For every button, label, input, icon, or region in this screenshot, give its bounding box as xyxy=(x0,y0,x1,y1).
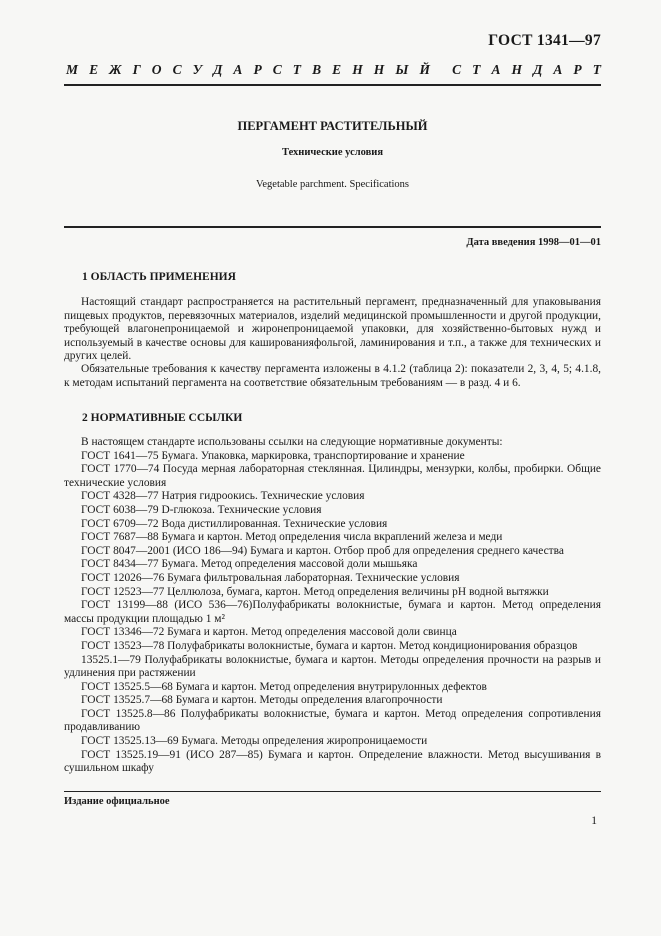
standard-type-letter: Й xyxy=(419,62,430,77)
standard-type-letter: Н xyxy=(511,62,523,77)
reference-item: ГОСТ 4328—77 Натрия гидроокись. Технические условия xyxy=(81,490,365,503)
document-code: ГОСТ 1341—97 xyxy=(488,32,601,49)
paragraph-text: Обязательные требования к качеству пергамента изложены в 4.1.2 (таблица 2): показатели 2, 3, 4, 5; 4.1.8, к методам испытаний пергамента на соответствие обязательным требованиям — в разд. 4 и 6. xyxy=(64,363,601,389)
standard-type-letter: О xyxy=(151,62,162,77)
standard-type-letter: А xyxy=(491,62,501,77)
reference-item: ГОСТ 1641—75 Бумага. Упаковка, маркировка, транспортирование и хранение xyxy=(81,449,465,462)
section-2-heading: 2 НОРМАТИВНЫЕ ССЫЛКИ xyxy=(82,412,243,424)
official-edition-label: Издание официальное xyxy=(64,796,170,807)
standard-type-letter: Е xyxy=(89,62,99,77)
reference-item: ГОСТ 12523—77 Целлюлоза, бумага, картон. Метод определения величины pH водной вытяжки xyxy=(81,585,549,598)
standard-type-letter: В xyxy=(312,62,322,77)
reference-item: ГОСТ 13346—72 Бумага и картон. Метод определения массовой доли свинца xyxy=(81,626,457,639)
paragraph-text: Настоящий стандарт распространяется на растительный пергамент, предназначенный для упаковывания пищевых продуктов, перевязочных материалов, изделий медицинской промышленности и другой продукции, требующей влагонепроницаемой и жиронепроницаемой упаковки, для хозяйственно-бытовых нужд и используемый в качестве основы для кашированияфольгой, ламинирования и т.п., а также для технических и других целей. xyxy=(64,296,601,363)
header-rule xyxy=(64,84,601,86)
standard-type-letter: Р xyxy=(253,62,262,77)
reference-item: ГОСТ 12026—76 Бумага фильтровальная лабораторная. Технические условия xyxy=(81,571,460,584)
standard-type-letter: А xyxy=(233,62,243,77)
reference-item: 13525.1—79 Полуфабрикаты волокнистые, бумага и картон. Методы определения прочности на разрыв и удлинения при растяжении xyxy=(64,653,601,680)
standard-type-letter: Д xyxy=(533,62,543,77)
section-1-paragraph-1 xyxy=(64,296,601,364)
standard-type-letter: Ж xyxy=(109,62,122,77)
document-title: ПЕРГАМЕНТ РАСТИТЕЛЬНЫЙ xyxy=(237,119,428,133)
references-intro: В настоящем стандарте использованы ссылки на следующие нормативные документы: xyxy=(81,436,503,448)
references-list xyxy=(64,436,601,776)
standard-type-letter: С xyxy=(272,62,282,77)
standard-type-letter: Т xyxy=(472,62,481,77)
reference-item: ГОСТ 13525.8—86 Полуфабрикаты волокнистые, бумага и картон. Метод определения сопротивления продавливанию xyxy=(64,707,601,734)
reference-item: ГОСТ 13525.5—68 Бумага и картон. Метод определения внутрирулонных дефектов xyxy=(81,680,487,693)
standard-type-letter: Т xyxy=(592,62,601,77)
reference-item: ГОСТ 8047—2001 (ИСО 186—94) Бумага и картон. Отбор проб для определения среднего качества xyxy=(81,544,564,557)
standard-type-letter: А xyxy=(553,62,563,77)
standard-type-letter: С xyxy=(452,62,462,77)
standard-type-letter: Е xyxy=(332,62,342,77)
standard-type-letter: Ы xyxy=(395,62,409,77)
reference-item: ГОСТ 6038—79 D-глюкоза. Технические условия xyxy=(81,503,322,516)
title-rule xyxy=(64,226,601,228)
standard-type-letter: У xyxy=(192,62,203,77)
reference-item: ГОСТ 1770—74 Посуда мерная лабораторная стеклянная. Цилиндры, мензурки, колбы, пробирки. Общие технические условия xyxy=(64,463,601,489)
footer-rule xyxy=(64,791,601,792)
reference-item: ГОСТ 13525.19—91 (ИСО 287—85) Бумага и картон. Определение влажности. Метод высушивания в сушильном шкафу xyxy=(64,748,601,775)
reference-item: ГОСТ 13525.13—69 Бумага. Методы определения жиропроницаемости xyxy=(81,735,428,748)
document-english-title: Vegetable parchment. Specifications xyxy=(255,179,410,190)
standard-type-letter: Г xyxy=(132,62,141,77)
reference-item: ГОСТ 7687—88 Бумага и картон. Метод определения числа вкраплений железа и меди xyxy=(81,531,503,544)
reference-item: ГОСТ 8434—77 Бумага. Метод определения массовой доли мышьяка xyxy=(81,558,418,571)
standard-type-letter: Т xyxy=(292,62,302,77)
standard-type-letter: Н xyxy=(373,62,385,77)
standard-type-letter: Д xyxy=(213,62,223,77)
document-subtitle: Технические условия xyxy=(281,147,384,158)
standard-type-letter: Р xyxy=(573,62,582,77)
page-number: 1 xyxy=(591,815,597,827)
reference-item: ГОСТ 13523—78 Полуфабрикаты волокнистые, бумага и картон. Метод кондиционирования образцов xyxy=(81,639,578,652)
reference-item: ГОСТ 13525.7—68 Бумага и картон. Методы определения влагопрочности xyxy=(81,694,443,707)
introduction-date: Дата введения 1998—01—01 xyxy=(466,237,601,248)
reference-item: ГОСТ 6709—72 Вода дистиллированная. Технические условия xyxy=(81,517,388,530)
section-1-heading: 1 ОБЛАСТЬ ПРИМЕНЕНИЯ xyxy=(82,271,236,283)
standard-type-letter: М xyxy=(66,62,79,77)
section-1-paragraph-2 xyxy=(64,363,601,390)
standard-type-line xyxy=(66,62,601,78)
reference-item: ГОСТ 13199—88 (ИСО 536—76)Полуфабрикаты волокнистые, бумага и картон. Метод определения массы продукции площадью 1 м² xyxy=(64,599,601,625)
standard-type-letter: С xyxy=(172,62,182,77)
standard-type-letter: Н xyxy=(352,62,363,77)
